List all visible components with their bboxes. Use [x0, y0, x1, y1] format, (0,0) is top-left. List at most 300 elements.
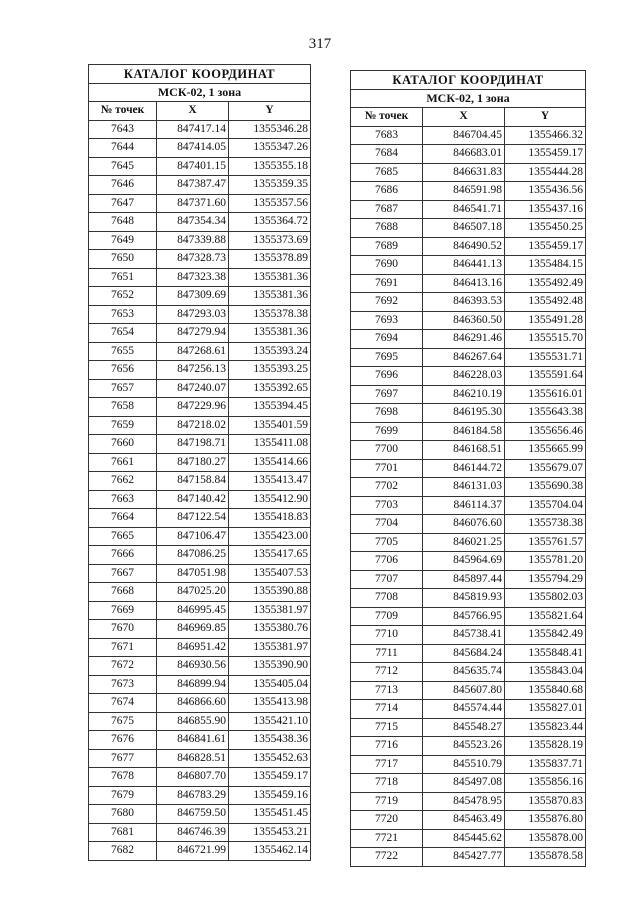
point-number-cell: 7710	[351, 626, 423, 645]
x-coordinate-cell: 846131.03	[423, 478, 505, 497]
x-coordinate-cell: 846291.46	[423, 330, 505, 349]
y-coordinate-cell: 1355414.66	[229, 453, 311, 472]
point-number-cell: 7709	[351, 607, 423, 626]
x-coordinate-cell: 846866.60	[157, 694, 229, 713]
y-coordinate-cell: 1355459.17	[505, 237, 586, 256]
x-coordinate-cell: 845574.44	[423, 700, 505, 719]
point-number-cell: 7645	[89, 157, 157, 176]
x-coordinate-cell: 846855.90	[157, 712, 229, 731]
point-number-cell: 7688	[351, 219, 423, 238]
point-number-cell: 7663	[89, 490, 157, 509]
y-coordinate-cell: 1355491.28	[505, 311, 586, 330]
table-row	[351, 422, 586, 441]
point-number-cell: 7715	[351, 718, 423, 737]
point-number-cell: 7717	[351, 755, 423, 774]
point-number-cell: 7647	[89, 194, 157, 213]
point-number-cell: 7672	[89, 657, 157, 676]
x-coordinate-cell: 845964.69	[423, 552, 505, 571]
table-row	[351, 478, 586, 497]
x-coordinate-cell: 847279.94	[157, 324, 229, 343]
table-row	[351, 700, 586, 719]
y-coordinate-cell: 1355462.14	[229, 842, 311, 861]
table-row	[351, 385, 586, 404]
point-number-cell: 7679	[89, 786, 157, 805]
x-coordinate-cell: 847198.71	[157, 435, 229, 454]
table-row	[89, 231, 311, 250]
coordinate-system-zone: МСК-02, 1 зона	[89, 83, 311, 102]
y-coordinate-cell: 1355842.49	[505, 626, 586, 645]
y-coordinate-cell: 1355401.59	[229, 416, 311, 435]
table-row	[351, 681, 586, 700]
y-coordinate-cell: 1355656.46	[505, 422, 586, 441]
point-number-cell: 7681	[89, 823, 157, 842]
x-coordinate-cell: 846184.58	[423, 422, 505, 441]
x-coordinate-cell: 847328.73	[157, 250, 229, 269]
table-row	[89, 749, 311, 768]
point-number-cell: 7662	[89, 472, 157, 491]
y-coordinate-cell: 1355346.28	[229, 120, 311, 139]
x-coordinate-cell: 846951.42	[157, 638, 229, 657]
point-number-cell: 7702	[351, 478, 423, 497]
point-number-cell: 7644	[89, 139, 157, 158]
table-row	[351, 774, 586, 793]
y-coordinate-cell: 1355515.70	[505, 330, 586, 349]
y-coordinate-cell: 1355390.90	[229, 657, 311, 676]
y-coordinate-cell: 1355378.38	[229, 305, 311, 324]
y-coordinate-cell: 1355828.19	[505, 737, 586, 756]
point-number-cell: 7716	[351, 737, 423, 756]
table-row	[89, 250, 311, 269]
y-coordinate-cell: 1355823.44	[505, 718, 586, 737]
table-row	[89, 324, 311, 343]
point-number-cell: 7682	[89, 842, 157, 861]
x-coordinate-cell: 846490.52	[423, 237, 505, 256]
x-coordinate-cell: 845427.77	[423, 848, 505, 867]
point-number-cell: 7666	[89, 546, 157, 565]
table-row	[351, 311, 586, 330]
point-number-cell: 7707	[351, 570, 423, 589]
table-row	[89, 342, 311, 361]
point-number-cell: 7705	[351, 533, 423, 552]
y-coordinate-cell: 1355738.38	[505, 515, 586, 534]
x-coordinate-cell: 847025.20	[157, 583, 229, 602]
y-coordinate-cell: 1355413.98	[229, 694, 311, 713]
x-coordinate-cell: 847122.54	[157, 509, 229, 528]
point-number-cell: 7700	[351, 441, 423, 460]
point-number-cell: 7712	[351, 663, 423, 682]
y-coordinate-cell: 1355393.25	[229, 361, 311, 380]
x-coordinate-cell: 845738.41	[423, 626, 505, 645]
table-row	[351, 200, 586, 219]
table-row	[89, 305, 311, 324]
y-coordinate-cell: 1355393.24	[229, 342, 311, 361]
y-coordinate-cell: 1355444.28	[505, 163, 586, 182]
point-number-cell: 7711	[351, 644, 423, 663]
y-coordinate-cell: 1355357.56	[229, 194, 311, 213]
x-coordinate-cell: 846631.83	[423, 163, 505, 182]
y-coordinate-cell: 1355405.04	[229, 675, 311, 694]
table-row	[351, 570, 586, 589]
y-coordinate-cell: 1355381.36	[229, 287, 311, 306]
x-coordinate-cell: 846591.98	[423, 182, 505, 201]
table-row	[351, 293, 586, 312]
table-row	[89, 453, 311, 472]
table-row	[89, 416, 311, 435]
table-row	[351, 496, 586, 515]
y-coordinate-cell: 1355821.64	[505, 607, 586, 626]
x-coordinate-cell: 845548.27	[423, 718, 505, 737]
point-number-cell: 7699	[351, 422, 423, 441]
x-coordinate-cell: 847323.38	[157, 268, 229, 287]
point-number-cell: 7659	[89, 416, 157, 435]
point-number-cell: 7693	[351, 311, 423, 330]
y-coordinate-cell: 1355347.26	[229, 139, 311, 158]
x-coordinate-cell: 846441.13	[423, 256, 505, 275]
table-row	[351, 811, 586, 830]
point-number-cell: 7687	[351, 200, 423, 219]
coordinate-catalog-table-left	[88, 64, 311, 861]
x-coordinate-cell: 847354.34	[157, 213, 229, 232]
x-coordinate-cell: 845497.08	[423, 774, 505, 793]
point-number-cell: 7690	[351, 256, 423, 275]
table-row	[351, 552, 586, 571]
table-row	[89, 268, 311, 287]
table-row	[89, 601, 311, 620]
column-header-point-number: № точек	[351, 108, 423, 127]
y-coordinate-cell: 1355407.53	[229, 564, 311, 583]
x-coordinate-cell: 846393.53	[423, 293, 505, 312]
point-number-cell: 7670	[89, 620, 157, 639]
y-coordinate-cell: 1355466.32	[505, 126, 586, 145]
table-row	[89, 657, 311, 676]
table-row	[351, 163, 586, 182]
y-coordinate-cell: 1355378.89	[229, 250, 311, 269]
x-coordinate-cell: 846683.01	[423, 145, 505, 164]
y-coordinate-cell: 1355364.72	[229, 213, 311, 232]
table-row	[351, 589, 586, 608]
x-coordinate-cell: 846168.51	[423, 441, 505, 460]
point-number-cell: 7691	[351, 274, 423, 293]
point-number-cell: 7704	[351, 515, 423, 534]
point-number-cell: 7697	[351, 385, 423, 404]
x-coordinate-cell: 846195.30	[423, 404, 505, 423]
y-coordinate-cell: 1355437.16	[505, 200, 586, 219]
x-coordinate-cell: 847339.88	[157, 231, 229, 250]
x-coordinate-cell: 845510.79	[423, 755, 505, 774]
point-number-cell: 7722	[351, 848, 423, 867]
point-number-cell: 7718	[351, 774, 423, 793]
x-coordinate-cell: 845445.62	[423, 829, 505, 848]
x-coordinate-cell: 845819.93	[423, 589, 505, 608]
table-row	[351, 533, 586, 552]
x-coordinate-cell: 846899.94	[157, 675, 229, 694]
point-number-cell: 7706	[351, 552, 423, 571]
point-number-cell: 7720	[351, 811, 423, 830]
table-row	[351, 737, 586, 756]
x-coordinate-cell: 847051.98	[157, 564, 229, 583]
x-coordinate-cell: 847256.13	[157, 361, 229, 380]
point-number-cell: 7689	[351, 237, 423, 256]
table-body	[351, 126, 586, 866]
y-coordinate-cell: 1355840.68	[505, 681, 586, 700]
table-row	[351, 145, 586, 164]
x-coordinate-cell: 846360.50	[423, 311, 505, 330]
table-row	[89, 490, 311, 509]
x-coordinate-cell: 847180.27	[157, 453, 229, 472]
y-coordinate-cell: 1355704.04	[505, 496, 586, 515]
y-coordinate-cell: 1355794.29	[505, 570, 586, 589]
table-row	[351, 718, 586, 737]
table-row	[89, 712, 311, 731]
y-coordinate-cell: 1355690.38	[505, 478, 586, 497]
x-coordinate-cell: 847158.84	[157, 472, 229, 491]
x-coordinate-cell: 846759.50	[157, 805, 229, 824]
point-number-cell: 7657	[89, 379, 157, 398]
x-coordinate-cell: 846704.45	[423, 126, 505, 145]
table-row	[351, 848, 586, 867]
x-coordinate-cell: 847086.25	[157, 546, 229, 565]
point-number-cell: 7665	[89, 527, 157, 546]
y-coordinate-cell: 1355418.83	[229, 509, 311, 528]
x-coordinate-cell: 846746.39	[157, 823, 229, 842]
table-row	[89, 139, 311, 158]
coordinate-catalog-table-right	[350, 70, 586, 867]
table-row	[351, 182, 586, 201]
table-row	[89, 842, 311, 861]
y-coordinate-cell: 1355761.57	[505, 533, 586, 552]
table-row	[351, 607, 586, 626]
y-coordinate-cell: 1355459.17	[505, 145, 586, 164]
point-number-cell: 7651	[89, 268, 157, 287]
table-row	[89, 731, 311, 750]
point-number-cell: 7698	[351, 404, 423, 423]
y-coordinate-cell: 1355394.45	[229, 398, 311, 417]
table-row	[351, 663, 586, 682]
table-row	[89, 823, 311, 842]
point-number-cell: 7708	[351, 589, 423, 608]
y-coordinate-cell: 1355390.88	[229, 583, 311, 602]
table-row	[351, 441, 586, 460]
table-row	[351, 219, 586, 238]
y-coordinate-cell: 1355411.08	[229, 435, 311, 454]
y-coordinate-cell: 1355484.15	[505, 256, 586, 275]
x-coordinate-cell: 846841.61	[157, 731, 229, 750]
y-coordinate-cell: 1355381.36	[229, 268, 311, 287]
table-row	[351, 330, 586, 349]
table-row	[351, 459, 586, 478]
y-coordinate-cell: 1355591.64	[505, 367, 586, 386]
point-number-cell: 7686	[351, 182, 423, 201]
table-row	[89, 120, 311, 139]
point-number-cell: 7673	[89, 675, 157, 694]
x-coordinate-cell: 845478.95	[423, 792, 505, 811]
table-row	[89, 398, 311, 417]
point-number-cell: 7713	[351, 681, 423, 700]
table-row	[89, 527, 311, 546]
y-coordinate-cell: 1355492.49	[505, 274, 586, 293]
point-number-cell: 7680	[89, 805, 157, 824]
x-coordinate-cell: 845635.74	[423, 663, 505, 682]
point-number-cell: 7646	[89, 176, 157, 195]
x-coordinate-cell: 845463.49	[423, 811, 505, 830]
x-coordinate-cell: 846930.56	[157, 657, 229, 676]
table-body	[89, 120, 311, 860]
table-row	[351, 367, 586, 386]
x-coordinate-cell: 847293.03	[157, 305, 229, 324]
point-number-cell: 7696	[351, 367, 423, 386]
y-coordinate-cell: 1355450.25	[505, 219, 586, 238]
table-row	[89, 361, 311, 380]
y-coordinate-cell: 1355848.41	[505, 644, 586, 663]
point-number-cell: 7655	[89, 342, 157, 361]
y-coordinate-cell: 1355492.48	[505, 293, 586, 312]
x-coordinate-cell: 847414.05	[157, 139, 229, 158]
column-header-y: Y	[229, 102, 311, 121]
table-row	[351, 126, 586, 145]
x-coordinate-cell: 845897.44	[423, 570, 505, 589]
table-row	[351, 644, 586, 663]
point-number-cell: 7695	[351, 348, 423, 367]
point-number-cell: 7714	[351, 700, 423, 719]
table-row	[351, 755, 586, 774]
point-number-cell: 7668	[89, 583, 157, 602]
catalog-title: КАТАЛОГ КООРДИНАТ	[89, 65, 311, 84]
y-coordinate-cell: 1355843.04	[505, 663, 586, 682]
x-coordinate-cell: 847240.07	[157, 379, 229, 398]
y-coordinate-cell: 1355856.16	[505, 774, 586, 793]
table-row	[89, 509, 311, 528]
x-coordinate-cell: 847387.47	[157, 176, 229, 195]
y-coordinate-cell: 1355878.00	[505, 829, 586, 848]
y-coordinate-cell: 1355412.90	[229, 490, 311, 509]
x-coordinate-cell: 846507.18	[423, 219, 505, 238]
point-number-cell: 7674	[89, 694, 157, 713]
y-coordinate-cell: 1355451.45	[229, 805, 311, 824]
x-coordinate-cell: 847309.69	[157, 287, 229, 306]
x-coordinate-cell: 846021.25	[423, 533, 505, 552]
point-number-cell: 7650	[89, 250, 157, 269]
point-number-cell: 7667	[89, 564, 157, 583]
point-number-cell: 7703	[351, 496, 423, 515]
column-header-x: X	[423, 108, 505, 127]
point-number-cell: 7643	[89, 120, 157, 139]
coordinate-system-zone: МСК-02, 1 зона	[351, 89, 586, 108]
table-row	[89, 675, 311, 694]
point-number-cell: 7656	[89, 361, 157, 380]
column-header-x: X	[157, 102, 229, 121]
table-row	[89, 287, 311, 306]
table-row	[89, 472, 311, 491]
y-coordinate-cell: 1355359.35	[229, 176, 311, 195]
point-number-cell: 7649	[89, 231, 157, 250]
y-coordinate-cell: 1355837.71	[505, 755, 586, 774]
y-coordinate-cell: 1355531.71	[505, 348, 586, 367]
y-coordinate-cell: 1355423.00	[229, 527, 311, 546]
y-coordinate-cell: 1355452.63	[229, 749, 311, 768]
y-coordinate-cell: 1355436.56	[505, 182, 586, 201]
point-number-cell: 7654	[89, 324, 157, 343]
y-coordinate-cell: 1355373.69	[229, 231, 311, 250]
y-coordinate-cell: 1355417.65	[229, 546, 311, 565]
point-number-cell: 7660	[89, 435, 157, 454]
y-coordinate-cell: 1355679.07	[505, 459, 586, 478]
point-number-cell: 7719	[351, 792, 423, 811]
point-number-cell: 7692	[351, 293, 423, 312]
table-row	[351, 237, 586, 256]
table-row	[89, 435, 311, 454]
point-number-cell: 7677	[89, 749, 157, 768]
point-number-cell: 7653	[89, 305, 157, 324]
point-number-cell: 7685	[351, 163, 423, 182]
y-coordinate-cell: 1355802.03	[505, 589, 586, 608]
x-coordinate-cell: 846969.85	[157, 620, 229, 639]
x-coordinate-cell: 846114.37	[423, 496, 505, 515]
x-coordinate-cell: 846995.45	[157, 601, 229, 620]
point-number-cell: 7675	[89, 712, 157, 731]
y-coordinate-cell: 1355453.21	[229, 823, 311, 842]
point-number-cell: 7671	[89, 638, 157, 657]
point-number-cell: 7694	[351, 330, 423, 349]
y-coordinate-cell: 1355781.20	[505, 552, 586, 571]
table-row	[351, 256, 586, 275]
x-coordinate-cell: 846076.60	[423, 515, 505, 534]
table-row	[89, 157, 311, 176]
x-coordinate-cell: 847218.02	[157, 416, 229, 435]
x-coordinate-cell: 846541.71	[423, 200, 505, 219]
y-coordinate-cell: 1355665.99	[505, 441, 586, 460]
table-row	[351, 829, 586, 848]
table-row	[89, 194, 311, 213]
x-coordinate-cell: 847417.14	[157, 120, 229, 139]
x-coordinate-cell: 847401.15	[157, 157, 229, 176]
x-coordinate-cell: 845684.24	[423, 644, 505, 663]
x-coordinate-cell: 846413.16	[423, 274, 505, 293]
x-coordinate-cell: 847371.60	[157, 194, 229, 213]
table-row	[351, 404, 586, 423]
table-row	[351, 515, 586, 534]
x-coordinate-cell: 846210.19	[423, 385, 505, 404]
page-number: 317	[308, 36, 332, 52]
table-row	[89, 620, 311, 639]
y-coordinate-cell: 1355643.38	[505, 404, 586, 423]
column-header-y: Y	[505, 108, 586, 127]
y-coordinate-cell: 1355421.10	[229, 712, 311, 731]
table-row	[89, 694, 311, 713]
table-row	[351, 274, 586, 293]
y-coordinate-cell: 1355355.18	[229, 157, 311, 176]
point-number-cell: 7684	[351, 145, 423, 164]
point-number-cell: 7701	[351, 459, 423, 478]
x-coordinate-cell: 846267.64	[423, 348, 505, 367]
table-row	[89, 213, 311, 232]
table-row	[89, 786, 311, 805]
y-coordinate-cell: 1355380.76	[229, 620, 311, 639]
catalog-title: КАТАЛОГ КООРДИНАТ	[351, 71, 586, 90]
point-number-cell: 7676	[89, 731, 157, 750]
x-coordinate-cell: 845607.80	[423, 681, 505, 700]
point-number-cell: 7652	[89, 287, 157, 306]
point-number-cell: 7664	[89, 509, 157, 528]
point-number-cell: 7678	[89, 768, 157, 787]
column-header-point-number: № точек	[89, 102, 157, 121]
y-coordinate-cell: 1355413.47	[229, 472, 311, 491]
table-row	[89, 583, 311, 602]
y-coordinate-cell: 1355616.01	[505, 385, 586, 404]
y-coordinate-cell: 1355459.17	[229, 768, 311, 787]
x-coordinate-cell: 846807.70	[157, 768, 229, 787]
x-coordinate-cell: 846144.72	[423, 459, 505, 478]
table-row	[89, 176, 311, 195]
